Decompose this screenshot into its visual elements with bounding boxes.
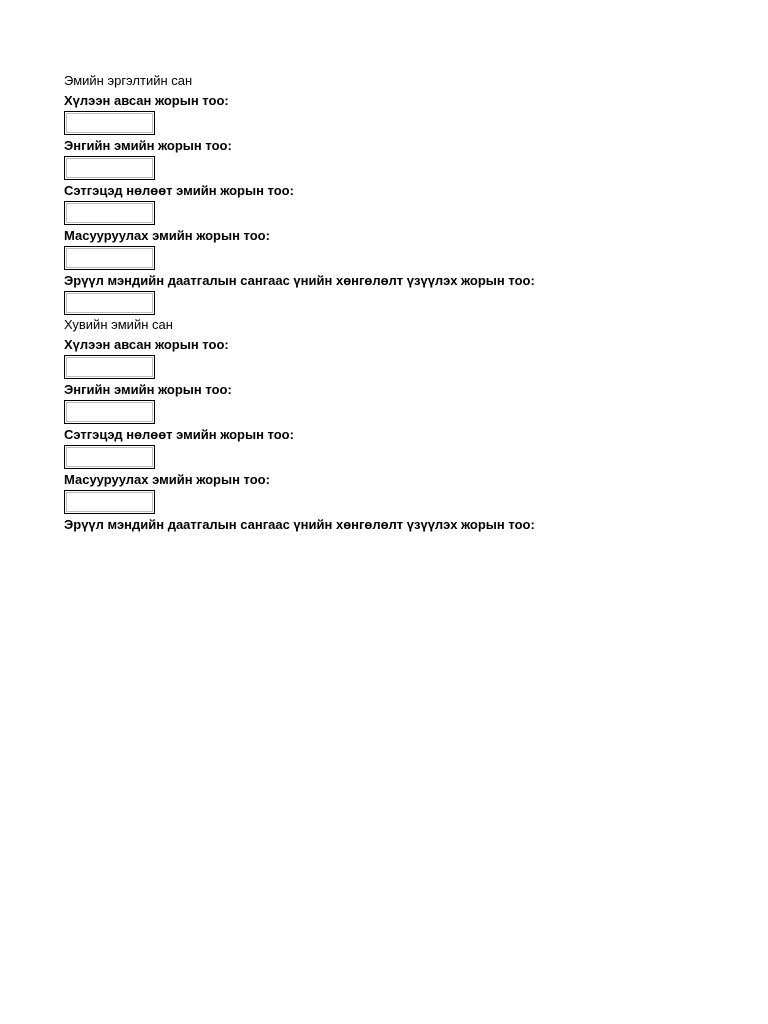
- label-regular-prescriptions: Энгийн эмийн жорын тоо:: [64, 382, 232, 397]
- input-received-prescriptions[interactable]: [64, 111, 155, 135]
- label-received-prescriptions: Хүлээн авсан жорын тоо:: [64, 93, 229, 108]
- input-narcotic-prescriptions[interactable]: [64, 246, 155, 270]
- form-page: [64, 71, 704, 535]
- label-insurance-discount-prescriptions: Эрүүл мэндийн даатгалын сангаас үнийн хөнгөлөлт үзүүлэх жорын тоо:: [64, 273, 535, 288]
- input-received-prescriptions[interactable]: [64, 355, 155, 379]
- label-regular-prescriptions: Энгийн эмийн жорын тоо:: [64, 138, 232, 153]
- label-psychotropic-prescriptions: Сэтгэцэд нөлөөт эмийн жорын тоо:: [64, 183, 294, 198]
- input-psychotropic-prescriptions[interactable]: [64, 445, 155, 469]
- input-regular-prescriptions[interactable]: [64, 400, 155, 424]
- input-narcotic-prescriptions[interactable]: [64, 490, 155, 514]
- label-psychotropic-prescriptions: Сэтгэцэд нөлөөт эмийн жорын тоо:: [64, 427, 294, 442]
- section-heading-private-pharmacy: Хувийн эмийн сан: [64, 317, 173, 332]
- input-psychotropic-prescriptions[interactable]: [64, 201, 155, 225]
- label-narcotic-prescriptions: Масууруулах эмийн жорын тоо:: [64, 228, 270, 243]
- input-regular-prescriptions[interactable]: [64, 156, 155, 180]
- input-insurance-discount-prescriptions[interactable]: [64, 291, 155, 315]
- label-received-prescriptions: Хүлээн авсан жорын тоо:: [64, 337, 229, 352]
- label-insurance-discount-prescriptions: Эрүүл мэндийн даатгалын сангаас үнийн хөнгөлөлт үзүүлэх жорын тоо:: [64, 517, 535, 532]
- label-narcotic-prescriptions: Масууруулах эмийн жорын тоо:: [64, 472, 270, 487]
- section-heading-revolving-fund: Эмийн эргэлтийн сан: [64, 73, 193, 88]
